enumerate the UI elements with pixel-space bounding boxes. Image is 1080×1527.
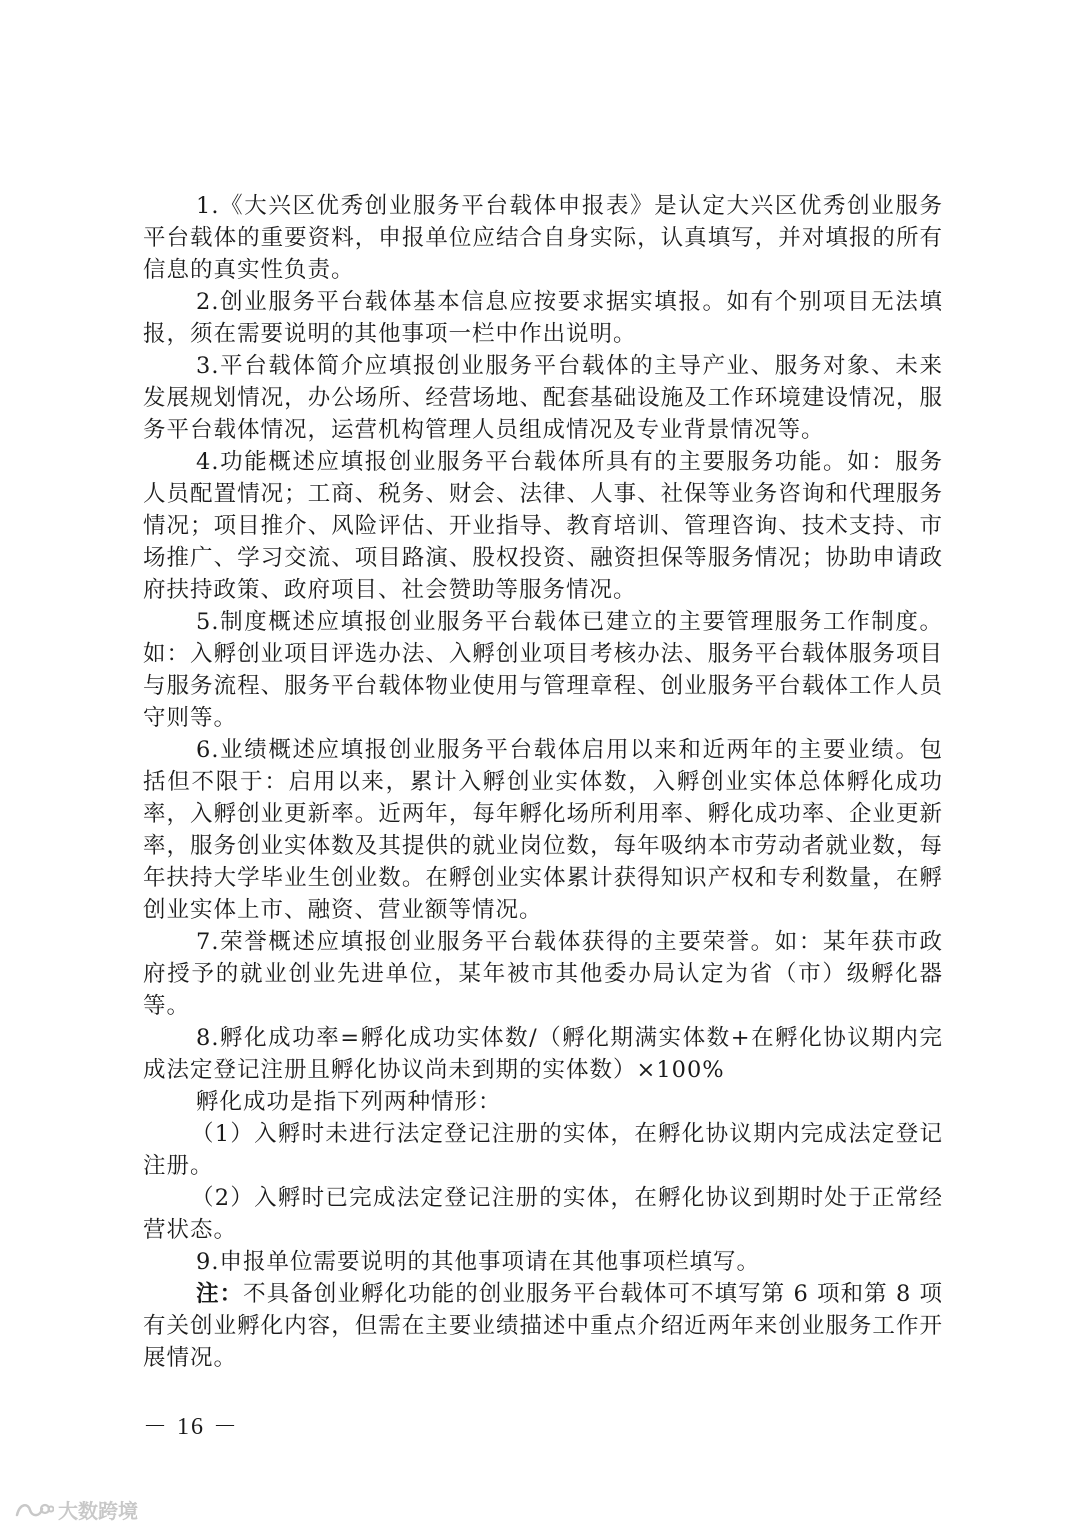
note-text: 不具备创业孵化功能的创业服务平台载体可不填写第 6 项和第 8 项有关创业孵化内容，但需在主要业绩描述中重点介绍近两年来创业服务工作开展情况。	[143, 1281, 943, 1371]
paragraph-3: 3.平台载体简介应填报创业服务平台载体的主导产业、服务对象、未来发展规划情况，办公场所、经营场地、配套基础设施及工作环境建设情况，服务平台载体情况，运营机构管理人员组成情况及专业背景情况等。	[143, 353, 943, 443]
paragraph-case-1: （1）入孵时未进行法定登记注册的实体，在孵化协议期内完成法定登记注册。	[143, 1121, 943, 1179]
page-number: － 16 －	[143, 1414, 239, 1440]
document-body	[143, 190, 943, 1374]
note-label: 注：	[196, 1281, 244, 1307]
watermark	[14, 1495, 138, 1524]
note-paragraph	[143, 1278, 943, 1374]
paragraph-case-2: （2）入孵时已完成法定登记注册的实体，在孵化协议到期时处于正常经营状态。	[143, 1185, 943, 1243]
paragraph-1: 1.《大兴区优秀创业服务平台载体申报表》是认定大兴区优秀创业服务平台载体的重要资料，申报单位应结合自身实际，认真填写，并对填报的所有信息的真实性负责。	[143, 193, 943, 283]
paragraph-7: 7.荣誉概述应填报创业服务平台载体获得的主要荣誉。如：某年获市政府授予的就业创业先进单位，某年被市其他委办局认定为省（市）级孵化器等。	[143, 929, 943, 1019]
paragraph-9: 9.申报单位需要说明的其他事项请在其他事项栏填写。	[196, 1249, 760, 1275]
paragraph-5: 5.制度概述应填报创业服务平台载体已建立的主要管理服务工作制度。如：入孵创业项目评选办法、入孵创业项目考核办法、服务平台载体服务项目与服务流程、服务平台载体物业使用与管理章程、创业服务平台载体工作人员守则等。	[143, 609, 943, 731]
brand-logo-icon	[14, 1499, 54, 1521]
paragraph-4: 4.功能概述应填报创业服务平台载体所具有的主要服务功能。如：服务人员配置情况；工商、税务、财会、法律、人事、社保等业务咨询和代理服务情况；项目推介、风险评估、开业指导、教育培训、管理咨询、技术支持、市场推广、学习交流、项目路演、股权投资、融资担保等服务情况；协助申请政府扶持政策、政府项目、社会赞助等服务情况。	[143, 449, 943, 603]
watermark-text: 大数跨境	[58, 1499, 138, 1523]
paragraph-2: 2.创业服务平台载体基本信息应按要求据实填报。如有个别项目无法填报，须在需要说明的其他事项一栏中作出说明。	[143, 289, 943, 347]
paragraph-8: 8.孵化成功率=孵化成功实体数/（孵化期满实体数+在孵化协议期内完成法定登记注册且孵化协议尚未到期的实体数）×100%	[143, 1025, 943, 1083]
paragraph-6: 6.业绩概述应填报创业服务平台载体启用以来和近两年的主要业绩。包括但不限于：启用以来，累计入孵创业实体数，入孵创业实体总体孵化成功率，入孵创业更新率。近两年，每年孵化场所利用率、孵化成功率、企业更新率，服务创业实体数及其提供的就业岗位数，每年吸纳本市劳动者就业数，每年扶持大学毕业生创业数。在孵创业实体累计获得知识产权和专利数量，在孵创业实体上市、融资、营业额等情况。	[143, 737, 943, 923]
paragraph-incubation-intro: 孵化成功是指下列两种情形：	[196, 1089, 502, 1115]
